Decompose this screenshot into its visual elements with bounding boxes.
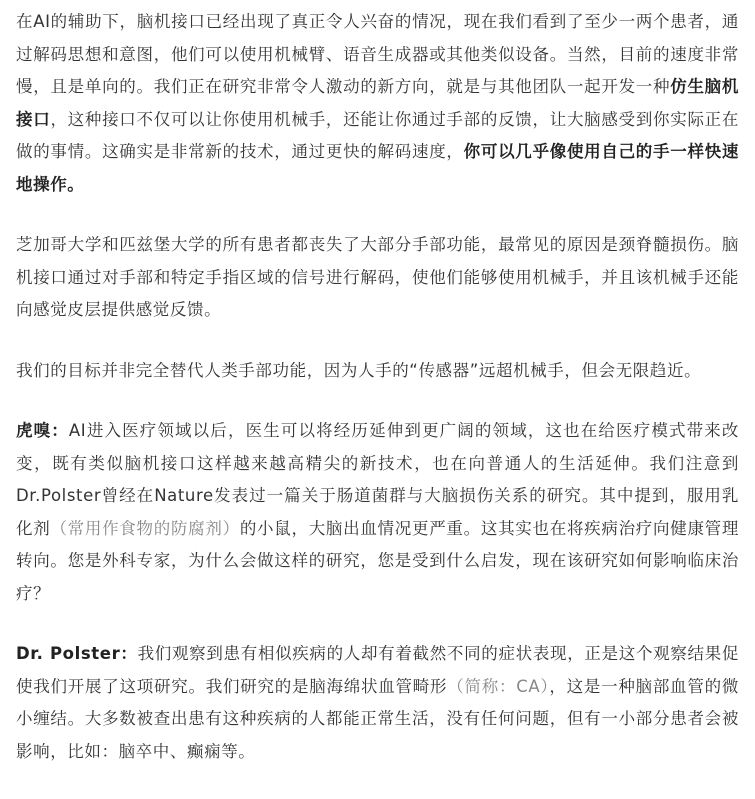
paragraph-bionic-bci bbox=[16, 6, 739, 201]
paragraph-text: ，这是一种脑部血管的微小缠结。大多数被查出患有这种疾病的人都能正常生活，没有任何问题，但有一小部分患者会被影响，比如：脑卒中、癫痫等。 bbox=[16, 676, 739, 761]
bold-highlight: 你可以几乎像使用自己的手一样快速地操作。 bbox=[16, 142, 739, 194]
paragraph-text: 的小鼠，大脑出血情况更严重。这其实也在将疾病治疗向健康管理转向。您是外科专家，为什么会做这样的研究，您是受到什么启发，现在该研究如何影响临床治疗？ bbox=[16, 518, 739, 603]
paragraph-text: 在AI的辅助下，脑机接口已经出现了真正令人兴奋的情况，现在我们看到了至少一两个患者，通过解码思想和意图，他们可以使用机械臂、语音生成器或其他类似设备。当然，目前的速度非常慢，且是单向的。我们正在研究非常令人激动的新方向，就是与其他团队一起开发一种 bbox=[16, 12, 739, 96]
paragraph-goal: 我们的目标并非完全替代人类手部功能，因为人手的“传感器”远超机械手，但会无限趋近。 bbox=[16, 360, 702, 380]
paragraph-huxiu-question bbox=[16, 415, 739, 610]
paragraph-polster-answer bbox=[16, 638, 739, 768]
bold-term: 仿生脑机接口 bbox=[16, 77, 739, 129]
parenthetical-note: （简称：CA） bbox=[447, 676, 550, 696]
paragraph-text: 我们观察到患有相似疾病的人却有着截然不同的症状表现，正是这个观察结果促使我们开展了这项研究。我们研究的是脑海绵状血管畸形 bbox=[16, 644, 739, 696]
parenthetical-note: （常用作食物的防腐剂） bbox=[50, 518, 240, 538]
speaker-label: Dr. Polster： bbox=[16, 644, 138, 663]
paragraph-text: AI进入医疗领域以后，医生可以将经历延伸到更广阔的领域，这也在给医疗模式带来改变，既有类似脑机接口这样越来越高精尖的新技术，也在向普通人的生活延伸。我们注意到Dr.Polster曾经在Nature发表过一篇关于肠道菌群与大脑损伤关系的研究。其中提到，服用乳化剂 bbox=[16, 421, 739, 538]
paragraph-patients: 芝加哥大学和匹兹堡大学的所有患者都丧失了大部分手部功能，最常见的原因是颈脊髓损伤。脑机接口通过对手部和特定手指区域的信号进行解码，使他们能够使用机械手，并且该机械手还能向感觉皮层提供感觉反馈。 bbox=[16, 235, 739, 319]
paragraph-text: ，这种接口不仅可以让你使用机械手，还能让你通过手部的反馈，让大脑感受到你实际正在做的事情。这确实是非常新的技术，通过更快的解码速度， bbox=[16, 109, 739, 161]
speaker-label: 虎嗅： bbox=[16, 421, 69, 440]
